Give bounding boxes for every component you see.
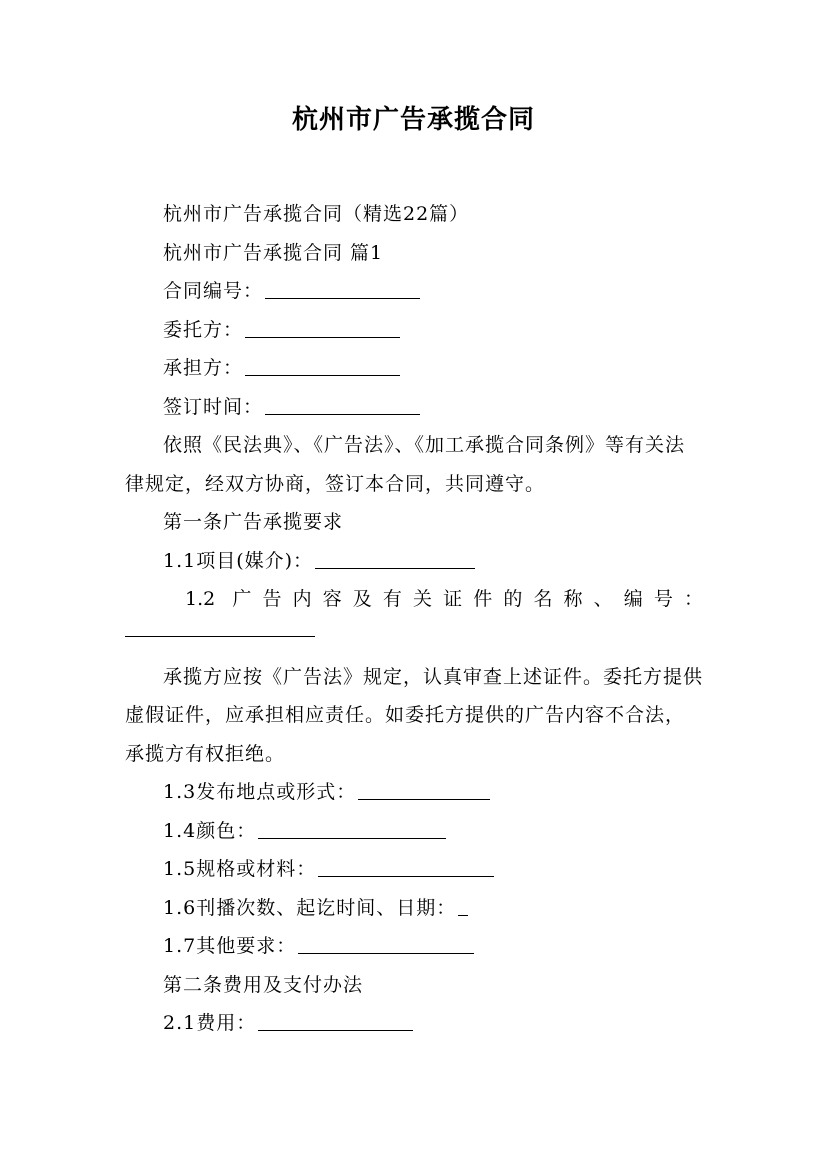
item-1-5-line: [125, 850, 703, 889]
item-1-4-label: 1.4颜色：: [163, 819, 257, 842]
signing-time-line: [125, 388, 703, 427]
contractor-label: 承担方：: [163, 357, 244, 379]
item-1-7-label: 1.7其他要求：: [163, 935, 297, 957]
review-paragraph: 承揽方应按《广告法》规定，认真审查上述证件。委托方提供虚假证件，应承担相应责任。如委托方提供的广告内容不合法，承揽方有权拒绝。: [125, 665, 704, 765]
document-title: 杭州市广告承揽合同: [291, 105, 535, 135]
item-1-1-line: [125, 542, 703, 581]
item-1-1-label: 1.1项目(媒介)：: [163, 549, 314, 572]
item-1-6-line: [125, 889, 703, 928]
item-2-1-line: [125, 1004, 703, 1043]
item-1-3-blank: [358, 798, 490, 800]
article-2-heading: 第二条费用及支付办法: [163, 973, 364, 996]
contract-number-line: [125, 272, 703, 311]
article-1-heading: 第一条广告承揽要求: [163, 511, 344, 533]
item-1-4-blank: [258, 837, 446, 839]
contractor-blank: [245, 374, 400, 376]
item-1-4-line: [125, 812, 703, 851]
signing-time-blank: [265, 413, 420, 415]
item-2-1-label: 2.1费用：: [163, 1012, 257, 1034]
client-blank: [245, 336, 400, 338]
item-1-5-label: 1.5规格或材料：: [163, 858, 317, 880]
signing-time-label: 签订时间：: [163, 395, 264, 418]
item-1-6-blank: [458, 914, 468, 916]
item-1-1-blank: [315, 567, 475, 569]
item-1-2-blank: [125, 635, 315, 637]
subtitle-line: [125, 195, 703, 234]
item-1-3-line: [125, 773, 703, 812]
preamble-paragraph: 依照《民法典》、《广告法》、《加工承揽合同条例》等有关法律规定，经双方协商，签订本合同，共同遵守。: [125, 434, 686, 495]
subtitle-text: 杭州市广告承揽合同（精选22篇）: [163, 203, 470, 225]
item-1-7-blank: [298, 952, 474, 954]
document-body: [125, 195, 703, 1043]
client-line: [125, 311, 703, 350]
client-label: 委托方：: [163, 318, 244, 341]
item-1-5-blank: [318, 875, 494, 877]
item-1-2-line: 1.2 广告内容及有关证件的名称、编号：: [185, 588, 703, 610]
contract-number-label: 合同编号：: [163, 280, 264, 302]
item-2-1-blank: [258, 1029, 413, 1031]
item-1-6-label: 1.6刊播次数、起讫时间、日期：: [163, 896, 457, 919]
item-1-7-line: [125, 927, 703, 966]
contractor-line: [125, 349, 703, 388]
contract-number-blank: [265, 297, 420, 299]
section-heading: [125, 234, 703, 273]
section-heading-text: 杭州市广告承揽合同 篇1: [163, 241, 384, 264]
item-1-3-label: 1.3发布地点或形式：: [163, 781, 357, 803]
